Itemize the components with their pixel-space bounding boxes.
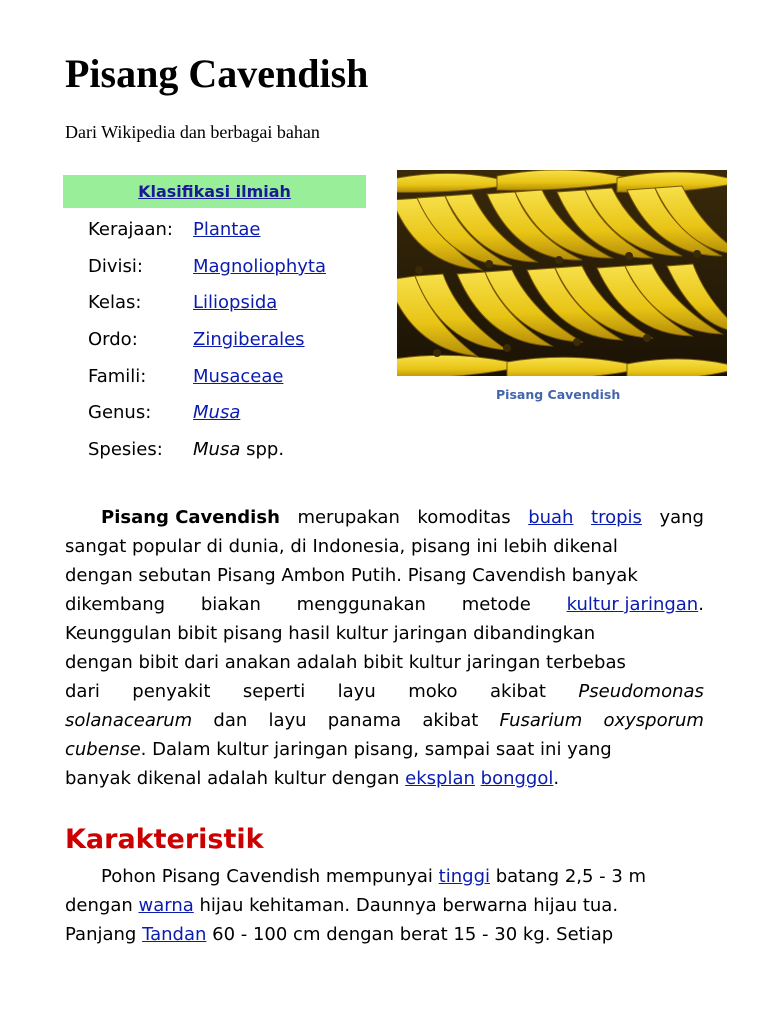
taxo-link-liliopsida[interactable]: Liliopsida bbox=[193, 292, 278, 313]
taxo-link-plantae[interactable]: Plantae bbox=[193, 219, 261, 240]
word: dikembang bbox=[65, 594, 166, 615]
word: yang bbox=[659, 507, 704, 528]
word: akibat bbox=[422, 710, 479, 731]
para-line: banyak dikenal adalah kultur dengan eksplan bonggol. bbox=[65, 768, 560, 789]
link-buah[interactable]: buah bbox=[528, 507, 574, 528]
taxo-label-family: Famili: bbox=[88, 366, 147, 387]
word: moko bbox=[408, 681, 458, 702]
para-line bbox=[65, 891, 704, 920]
word: panama bbox=[327, 710, 402, 731]
link-kultur-jaringan[interactable]: kultur jaringan bbox=[566, 594, 699, 615]
word: layu bbox=[337, 681, 376, 702]
taxo-link-musa[interactable]: Musa bbox=[193, 402, 241, 423]
taxo-label-species: Spesies: bbox=[88, 439, 163, 460]
line-text: Panjang bbox=[65, 924, 143, 945]
taxo-link-magnoliophyta[interactable]: Magnoliophyta bbox=[193, 256, 326, 277]
link-tandan[interactable]: Tandan bbox=[142, 924, 207, 945]
word: dari bbox=[65, 681, 100, 702]
line-text: 60 - 100 cm dengan berat 15 - 30 kg. Setiap bbox=[206, 924, 614, 945]
species-name: oxysporum bbox=[603, 710, 704, 731]
taxobox-header bbox=[63, 175, 366, 208]
intro-paragraph bbox=[65, 503, 704, 793]
para-line: sangat popular di dunia, di Indonesia, pisang ini lebih dikenal bbox=[65, 536, 618, 557]
link-tinggi[interactable]: tinggi bbox=[438, 866, 490, 887]
para-line: cubense. Dalam kultur jaringan pisang, sampai saat ini yang bbox=[65, 739, 612, 760]
banana-photo bbox=[397, 170, 727, 376]
word: menggunakan bbox=[296, 594, 426, 615]
word: metode bbox=[461, 594, 531, 615]
line-text: Pohon Pisang Cavendish mempunyai bbox=[101, 866, 439, 887]
taxobox-header-link[interactable]: Klasifikasi ilmiah bbox=[138, 182, 291, 201]
taxo-label-class: Kelas: bbox=[88, 292, 142, 313]
para-line: Keunggulan bibit pisang hasil kultur jaringan dibandingkan bbox=[65, 623, 596, 644]
word: penyakit bbox=[132, 681, 211, 702]
taxo-label-order: Ordo: bbox=[88, 329, 138, 350]
para-line bbox=[65, 862, 704, 891]
para-line bbox=[65, 706, 704, 735]
taxo-link-zingiberales[interactable]: Zingiberales bbox=[193, 329, 305, 350]
link-bonggol[interactable]: bonggol bbox=[480, 768, 554, 789]
para-line bbox=[65, 503, 704, 532]
photo-caption: Pisang Cavendish bbox=[496, 387, 621, 402]
species-spp: spp. bbox=[246, 439, 285, 460]
para-line: dikembang biakan menggunakan metode kultur jaringan. bbox=[65, 590, 704, 619]
word: komoditas bbox=[417, 507, 511, 528]
word: biakan bbox=[200, 594, 261, 615]
species-name: Pseudomonas bbox=[578, 681, 704, 702]
taxo-label-division: Divisi: bbox=[88, 256, 143, 277]
word: seperti bbox=[242, 681, 306, 702]
species-name: cubense bbox=[65, 739, 141, 760]
page-subtitle: Dari Wikipedia dan berbagai bahan bbox=[65, 122, 320, 142]
taxo-label-genus: Genus: bbox=[88, 402, 152, 423]
species-name: solanacearum bbox=[65, 710, 193, 731]
para-line: dengan sebutan Pisang Ambon Putih. Pisang Cavendish banyak bbox=[65, 565, 638, 586]
word: akibat bbox=[489, 681, 546, 702]
taxo-label-kingdom: Kerajaan: bbox=[88, 219, 173, 240]
species-genus-italic: Musa bbox=[193, 439, 241, 460]
word: dan bbox=[213, 710, 248, 731]
link-warna[interactable]: warna bbox=[138, 895, 194, 916]
word: merupakan bbox=[297, 507, 400, 528]
karakteristik-paragraph bbox=[65, 862, 704, 949]
species-name: Fusarium bbox=[499, 710, 583, 731]
taxo-value-species bbox=[193, 438, 284, 462]
line-text: hijau kehitaman. Daunnya berwarna hijau tua. bbox=[193, 895, 619, 916]
line-text: banyak dikenal adalah kultur dengan bbox=[65, 768, 406, 789]
line-text: dengan bbox=[65, 895, 139, 916]
link-eksplan[interactable]: eksplan bbox=[405, 768, 475, 789]
line-rest: Dalam kultur jaringan pisang, sampai saat ini yang bbox=[152, 739, 612, 760]
link-tropis[interactable]: tropis bbox=[591, 507, 642, 528]
para-line bbox=[65, 920, 704, 949]
word: layu bbox=[268, 710, 307, 731]
intro-bold-term: Pisang Cavendish bbox=[101, 507, 280, 528]
page-title: Pisang Cavendish bbox=[65, 51, 369, 96]
para-line bbox=[65, 677, 704, 706]
taxo-link-musaceae[interactable]: Musaceae bbox=[193, 366, 284, 387]
para-line: dengan bibit dari anakan adalah bibit kultur jaringan terbebas bbox=[65, 652, 626, 673]
line-text: batang 2,5 - 3 m bbox=[490, 866, 647, 887]
section-heading-karakteristik: Karakteristik bbox=[65, 824, 264, 855]
